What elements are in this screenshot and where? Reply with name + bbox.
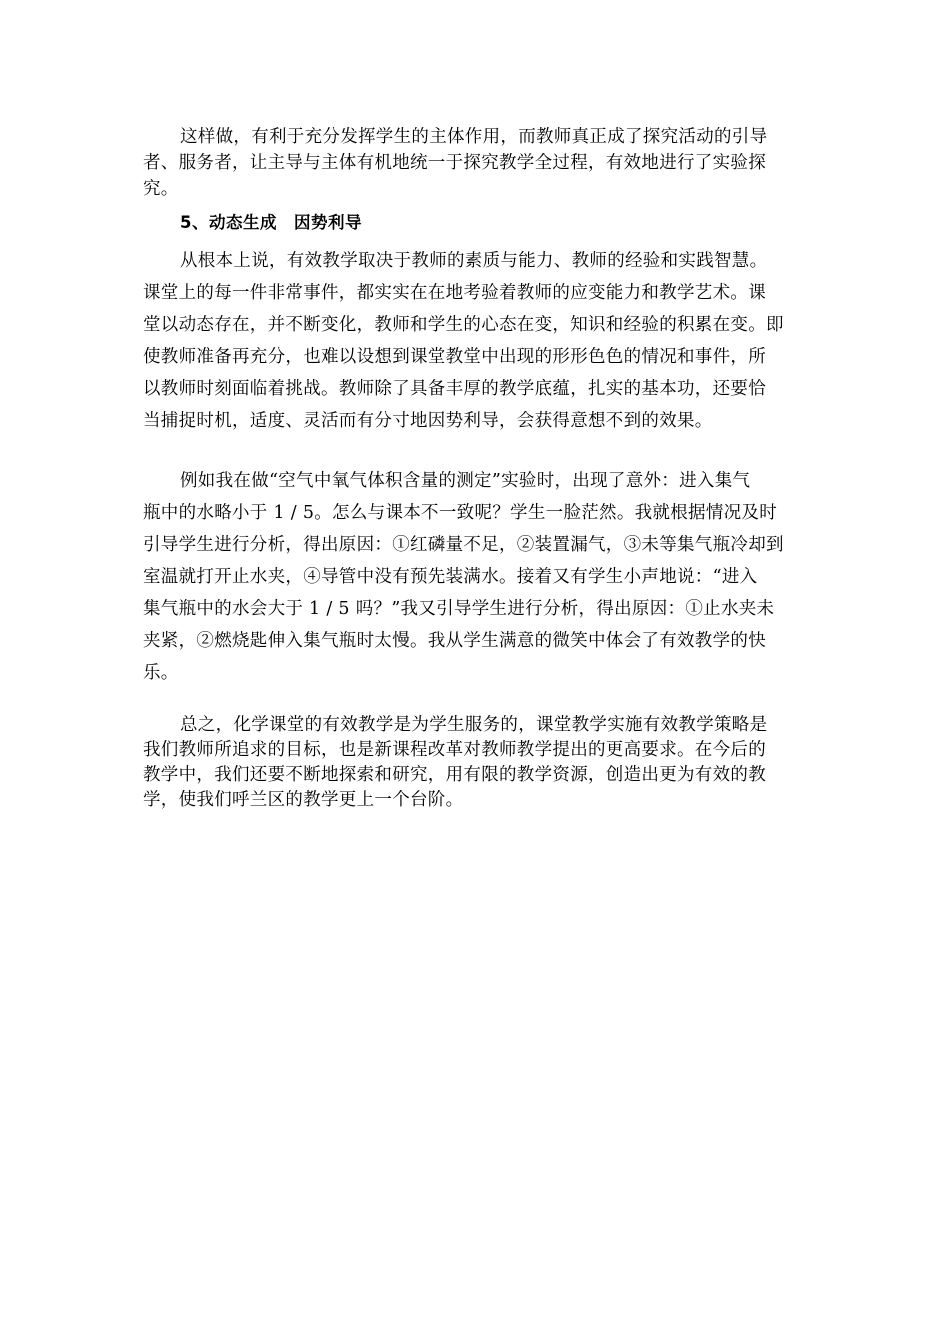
paragraph-line: 从根本上说，有效教学取决于教师的素质与能力、教师的经验和实践智慧。 <box>180 251 768 271</box>
paragraph-line: 当捕捉时机，适度、灵活而有分寸地因势利导，会获得意想不到的效果。 <box>143 411 713 431</box>
paragraph-conclusion <box>143 713 809 813</box>
paragraph-line: 课堂上的每一件非常事件，都实实在在地考验着教师的应变能力和教学艺术。课 <box>143 283 766 303</box>
paragraph-line: 乐。 <box>143 663 179 683</box>
paragraph-dynamic-generation <box>143 245 809 437</box>
paragraph-line: 堂以动态存在，并不断变化，教师和学生的心态在变，知识和经验的积累在变。即 <box>143 315 784 335</box>
paragraph-line: 者、服务者，让主导与主体有机地统一于探究教学全过程，有效地进行了实验探 <box>143 153 766 173</box>
paragraph-line: 总之，化学课堂的有效教学是为学生服务的，课堂教学实施有效教学策略是 <box>180 715 768 735</box>
paragraph-line: 学，使我们呼兰区的教学更上一个台阶。 <box>143 790 464 810</box>
paragraph-experiment-example <box>143 465 809 689</box>
paragraph-line: 瓶中的水略小于 1 / 5。怎么与课本不一致呢？学生一脸茫然。我就根据情况及时 <box>143 503 778 523</box>
paragraph-line: 夹紧，②燃烧匙伸入集气瓶时太慢。我从学生满意的微笑中体会了有效教学的快 <box>143 631 766 651</box>
paragraph-line: 例如我在做“空气中氧气体积含量的测定”实验时，出现了意外：进入集气 <box>180 471 751 491</box>
paragraph-line: 这样做，有利于充分发挥学生的主体作用，而教师真正成了探究活动的引导 <box>180 127 768 147</box>
paragraph-line: 以教师时刻面临着挑战。教师除了具备丰厚的教学底蕴，扎实的基本功，还要恰 <box>143 379 766 399</box>
paragraph-line: 室温就打开止水夹，④导管中没有预先装满水。接着又有学生小声地说：“进入 <box>143 567 758 587</box>
paragraph-line: 使教师准备再充分，也难以设想到课堂教堂中出现的形形色色的情况和事件，所 <box>143 347 766 367</box>
paragraph-line: 教学中，我们还要不断地探索和研究，用有限的教学资源，创造出更为有效的教 <box>143 765 766 785</box>
paragraph-inquiry-summary <box>143 124 809 202</box>
paragraph-line: 我们教师所追求的目标，也是新课程改革对教师教学提出的更高要求。在今后的 <box>143 740 766 760</box>
section-heading: 5、动态生成 因势利导 <box>180 213 362 232</box>
paragraph-line: 集气瓶中的水会大于 1 / 5 吗？”我又引导学生进行分析，得出原因：①止水夹未 <box>143 599 775 619</box>
paragraph-line: 究。 <box>143 179 179 199</box>
paragraph-line: 引导学生进行分析，得出原因：①红磷量不足，②装置漏气，③未等集气瓶冷却到 <box>143 535 784 555</box>
